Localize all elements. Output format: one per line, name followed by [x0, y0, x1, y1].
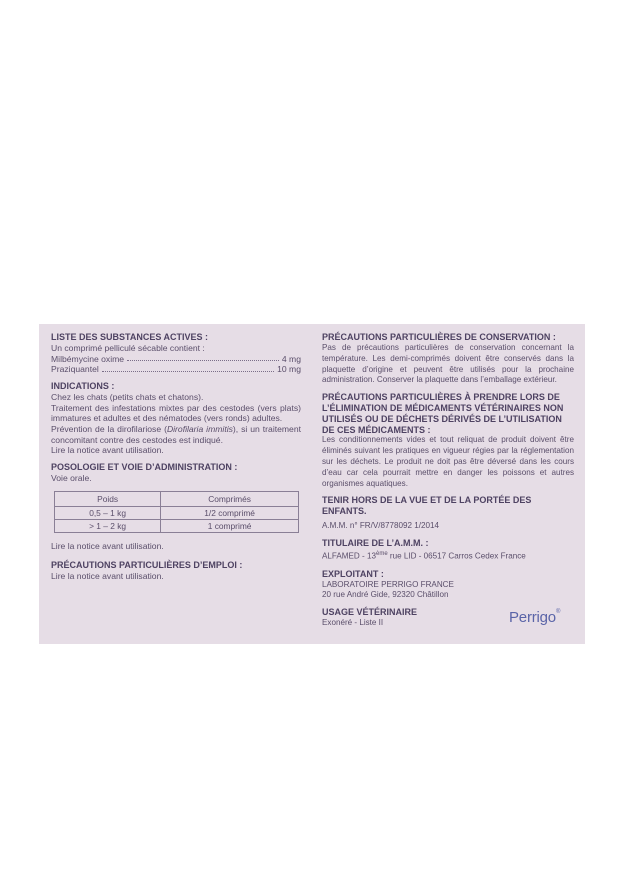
right-column [322, 332, 574, 629]
perrigo-logo: Perrigo® [509, 609, 561, 626]
usage-text: Exonéré - Liste II [322, 618, 384, 628]
table-cell: 1/2 comprimé [161, 507, 299, 520]
notice-text: Lire la notice avant utilisation. [51, 570, 164, 581]
amm-number: A.M.M. n° FR/V/8778092 1/2014 [322, 521, 440, 531]
dot-leader [127, 354, 279, 362]
enfants-warning: TENIR HORS DE LA VUE ET DE LA PORTÉE DES ENFANTS. [322, 495, 532, 517]
precautions-emploi-title: PRÉCAUTIONS PARTICULIÈRES D’EMPLOI : [51, 559, 243, 570]
table-header-row [55, 492, 299, 507]
usage-title: USAGE VÉTÉRINAIRE [322, 607, 418, 618]
dot-leader [102, 364, 274, 372]
indications-line: Chez les chats (petits chats et chatons). [51, 392, 204, 403]
elimination-text: Les conditionnements vides et tout reliquat de produit doivent être éliminés suivant les pratiques en vigueur régies par la réglementation sur les déchets. Le produit ne doit pas être déversé dans les cours d’eau car cela pourrait mettre en danger les poissons et autres organismes aquatiques. [322, 435, 574, 488]
dosage-table [54, 491, 299, 533]
exploitant-address: 20 rue André Gide, 92320 Châtillon [322, 590, 449, 600]
notice-text: Lire la notice avant utilisation. [51, 445, 164, 456]
exploitant-name: LABORATOIRE PERRIGO FRANCE [322, 579, 454, 589]
substance-dose: 4 mg [281, 353, 301, 364]
indications-title: INDICATIONS : [51, 381, 115, 392]
titulaire-title: TITULAIRE DE L’A.M.M. : [322, 538, 429, 549]
substances-title: LISTE DES SUBSTANCES ACTIVES : [51, 332, 209, 342]
table-cell: 0,5 – 1 kg [55, 507, 161, 520]
notice-text: Lire la notice avant utilisation. [51, 541, 164, 552]
posologie-title: POSOLOGIE ET VOIE D’ADMINISTRATION : [51, 461, 238, 472]
table-cell: 1 comprimé [161, 520, 299, 533]
conservation-title: PRÉCAUTIONS PARTICULIÈRES DE CONSERVATION : [322, 332, 556, 342]
voie-text: Voie orale. [51, 472, 92, 483]
conservation-text: Pas de précautions particulières de conservation concernant la température. Les demi-comprimés doivent être conservés dans la plaquette d’origine et peuvent être utilisés pour la prochaine administration. Conserver la plaquette dans l’emballage extérieur. [322, 343, 574, 385]
substances-intro: Un comprimé pelliculé sécable contient : [51, 343, 205, 353]
table-cell: > 1 – 2 kg [55, 520, 161, 533]
table-row [55, 520, 299, 533]
left-column [51, 332, 301, 582]
prevention-text: Prévention de la dirofilariose (Dirofilaria immitis), si un traitement concomitant contre des cestodes est indiqué. [51, 423, 301, 445]
table-header: Poids [55, 492, 161, 507]
substance-name: Milbémycine oxime [51, 353, 125, 364]
table-row [55, 507, 299, 520]
elimination-title: PRÉCAUTIONS PARTICULIÈRES À PRENDRE LORS DE L’ÉLIMINATION DE MÉDICAMENTS VÉTÉRINAIRES NON UTILISÉS OU DE DÉCHETS DÉRIVÉS DE L’UTILISATION DE CES MÉDICAMENTS : [322, 392, 564, 435]
titulaire-text: ALFAMED - 13ème rue LID - 06517 Carros Cedex France [322, 551, 526, 561]
substance-row [51, 354, 301, 365]
packaging-label-panel [39, 324, 585, 644]
substance-row [51, 364, 301, 375]
table-header: Comprimés [161, 492, 299, 507]
indications-line: Traitement des infestations mixtes par des cestodes (vers plats) immatures et adultes et des nématodes (vers ronds) adultes. [51, 402, 301, 424]
substance-dose: 10 mg [277, 364, 301, 375]
exploitant-title: EXPLOITANT : [322, 568, 384, 579]
substance-name: Praziquantel [51, 364, 99, 375]
